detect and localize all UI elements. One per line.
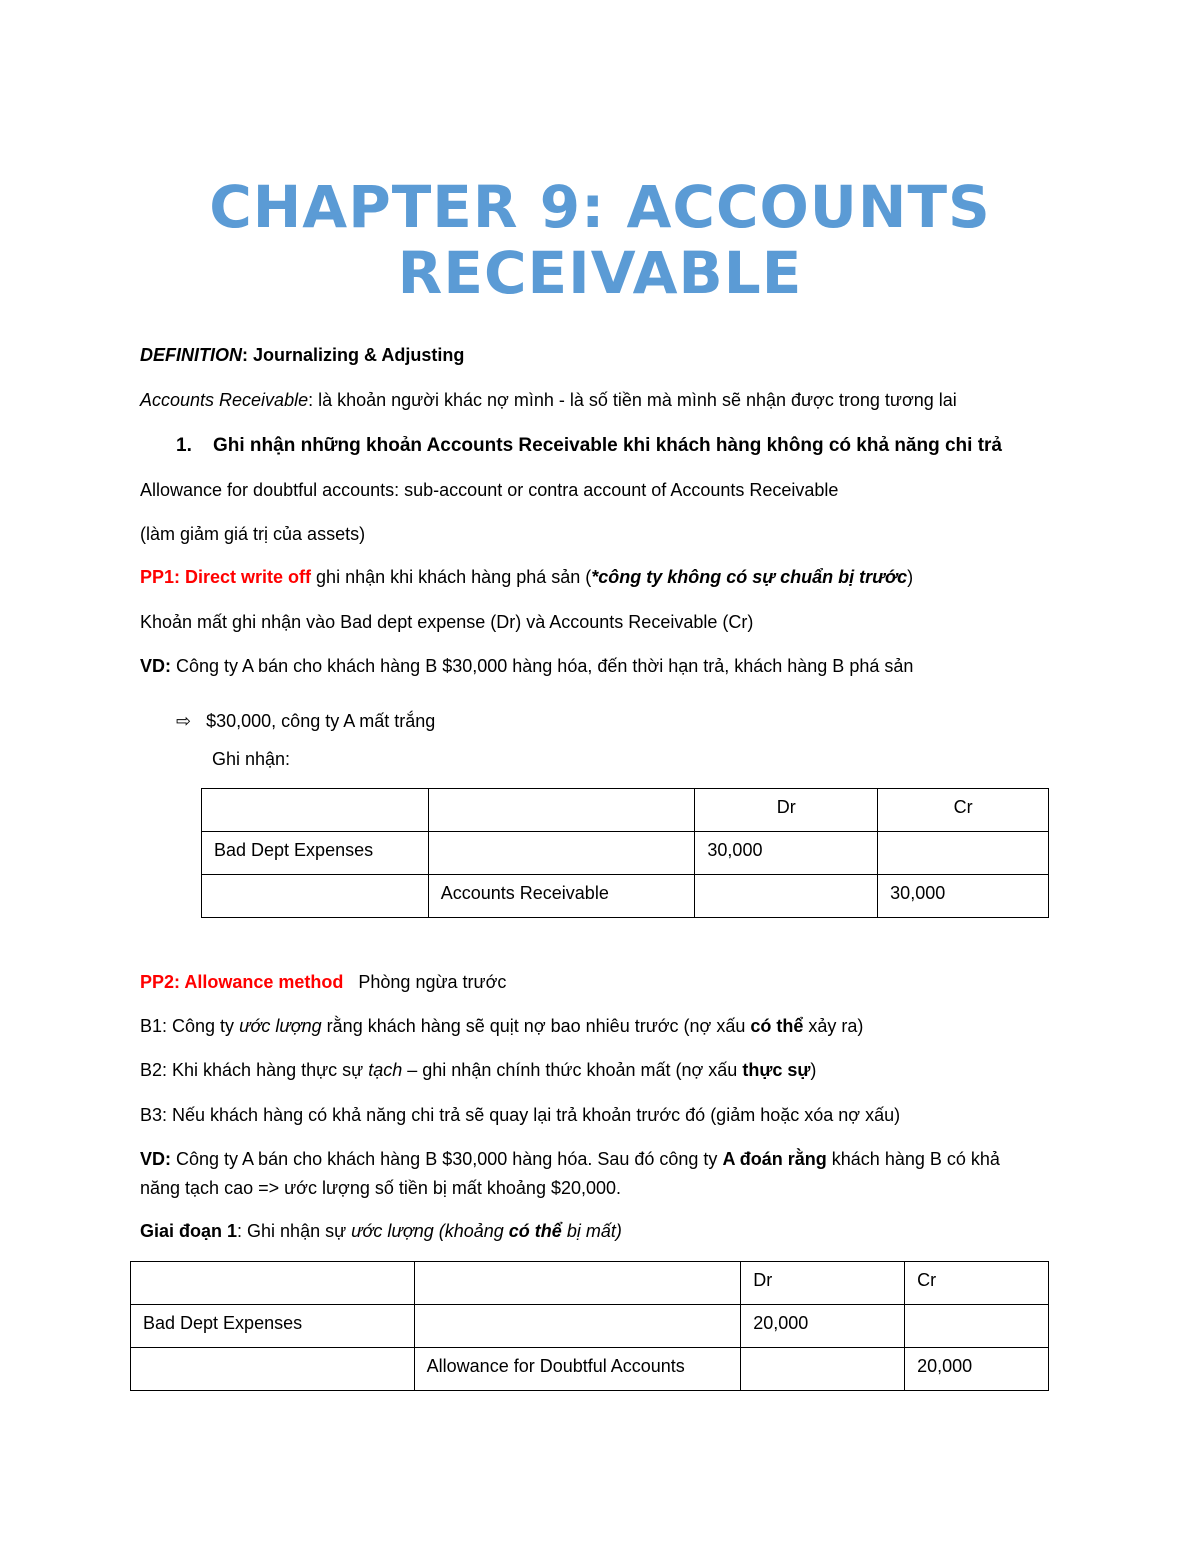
- page-title-line-2: RECEIVABLE: [397, 239, 803, 307]
- table-row: [131, 1262, 1049, 1305]
- arrow-line: [176, 711, 435, 732]
- loss-line: Khoản mất ghi nhận vào Bad dept expense (Dr) và Accounts Receivable (Cr): [140, 612, 754, 632]
- step-b1-text-2: rằng khách hàng sẽ quịt nợ bao nhiêu trước (nợ xấu: [321, 1016, 751, 1036]
- ar-definition: [140, 390, 957, 411]
- step-b3: B3: Nếu khách hàng có khả năng chi trả sẽ quay lại trả khoản trước đó (giảm hoặc xóa nợ xấu): [140, 1105, 901, 1125]
- table-row: [202, 875, 1049, 918]
- table-cell: [414, 1305, 741, 1348]
- arrow-text: $30,000, công ty A mất trắng: [206, 711, 436, 731]
- journal-table-1: [201, 788, 1049, 918]
- cr-header: Cr: [905, 1262, 1049, 1305]
- definition-line: [140, 345, 464, 366]
- table-cell: 30,000: [878, 875, 1049, 918]
- allowance-note: (làm giảm giá trị của assets): [140, 524, 366, 544]
- page-title-line-1: CHAPTER 9: ACCOUNTS: [209, 173, 991, 241]
- stage-1-text: : Ghi nhận sự: [237, 1221, 352, 1241]
- table-cell: [131, 1262, 415, 1305]
- cr-header: Cr: [878, 789, 1049, 832]
- step-b1-text: B1: Công ty: [140, 1016, 240, 1036]
- arrow-icon: ⇨: [176, 711, 192, 731]
- journal-table-2: [130, 1261, 1049, 1391]
- step-b1-italic: ước lượng: [239, 1016, 322, 1036]
- table-cell: 20,000: [905, 1348, 1049, 1391]
- example-2: [140, 1149, 1000, 1170]
- section-1-number: 1.: [176, 435, 192, 456]
- table-cell: [202, 875, 429, 918]
- pp2-text: Phòng ngừa trước: [358, 972, 507, 992]
- table-cell: [428, 832, 695, 875]
- stage-1-bold-italic: có thể: [508, 1221, 562, 1241]
- table-cell: [131, 1348, 415, 1391]
- example-1-label: VD:: [140, 656, 171, 676]
- step-b2-bold: thực sự: [742, 1060, 811, 1080]
- step-b2: [140, 1060, 816, 1081]
- allowance-definition: Allowance for doubtful accounts: sub-account or contra account of Accounts Receivable: [140, 480, 839, 500]
- step-b1-bold: có thể: [750, 1016, 804, 1036]
- step-b1-text-3: xảy ra): [803, 1016, 864, 1036]
- table-cell: [905, 1305, 1049, 1348]
- ar-definition-text: : là khoản người khác nợ mình - là số tiền mà mình sẽ nhận được trong tương lai: [308, 390, 957, 410]
- example-1: [140, 656, 913, 677]
- stage-1-label: Giai đoạn 1: [140, 1221, 238, 1241]
- table-cell: [741, 1348, 905, 1391]
- pp2-line: [140, 972, 506, 993]
- stage-1-italic: ước lượng (khoảng: [351, 1221, 509, 1241]
- table-cell: Bad Dept Expenses: [131, 1305, 415, 1348]
- ar-term: Accounts Receivable: [140, 390, 309, 410]
- step-b2-text-3: ): [810, 1060, 817, 1080]
- pp1-emphasis: *công ty không có sự chuẩn bị trước: [591, 567, 908, 587]
- table-cell: Accounts Receivable: [428, 875, 695, 918]
- pp1-label: PP1: Direct write off: [140, 567, 312, 587]
- definition-label: DEFINITION: [140, 345, 242, 365]
- table-cell: [202, 789, 429, 832]
- example-2-text-2: khách hàng B có khả: [826, 1149, 1000, 1169]
- step-b2-text: B2: Khi khách hàng thực sự: [140, 1060, 369, 1080]
- table-row: [131, 1305, 1049, 1348]
- example-2-label: VD:: [140, 1149, 171, 1169]
- record-label: Ghi nhận:: [212, 749, 291, 769]
- table-cell: Bad Dept Expenses: [202, 832, 429, 875]
- dr-header: Dr: [695, 789, 878, 832]
- step-b2-italic: tạch: [368, 1060, 403, 1080]
- pp1-close: ): [907, 567, 914, 587]
- pp1-line: [140, 567, 913, 588]
- step-b2-text-2: – ghi nhận chính thức khoản mất (nợ xấu: [402, 1060, 743, 1080]
- section-1-heading: [176, 435, 1002, 457]
- table-cell: [428, 789, 695, 832]
- table-cell: [695, 875, 878, 918]
- table-row: [202, 789, 1049, 832]
- table-row: [131, 1348, 1049, 1391]
- example-2-bold: A đoán rằng: [722, 1149, 827, 1169]
- pp2-label: PP2: Allowance method: [140, 972, 344, 992]
- example-1-text: Công ty A bán cho khách hàng B $30,000 hàng hóa, đến thời hạn trả, khách hàng B phá sản: [171, 656, 914, 676]
- table-cell: [878, 832, 1049, 875]
- example-2-line-2: năng tạch cao => ước lượng số tiền bị mất khoảng $20,000.: [140, 1178, 622, 1198]
- stage-1-line: [140, 1221, 622, 1242]
- stage-1-italic-2: bị mất): [561, 1221, 622, 1241]
- section-1-text: Ghi nhận những khoản Accounts Receivable khi khách hàng không có khả năng chi trả: [212, 435, 1002, 456]
- table-cell: [414, 1262, 741, 1305]
- pp1-text: ghi nhận khi khách hàng phá sản (: [311, 567, 592, 587]
- dr-header: Dr: [741, 1262, 905, 1305]
- table-cell: 30,000: [695, 832, 878, 875]
- step-b1: [140, 1016, 863, 1037]
- example-2-text: Công ty A bán cho khách hàng B $30,000 hàng hóa. Sau đó công ty: [171, 1149, 723, 1169]
- table-cell: Allowance for Doubtful Accounts: [414, 1348, 741, 1391]
- definition-text: : Journalizing & Adjusting: [242, 345, 465, 365]
- table-row: [202, 832, 1049, 875]
- table-cell: 20,000: [741, 1305, 905, 1348]
